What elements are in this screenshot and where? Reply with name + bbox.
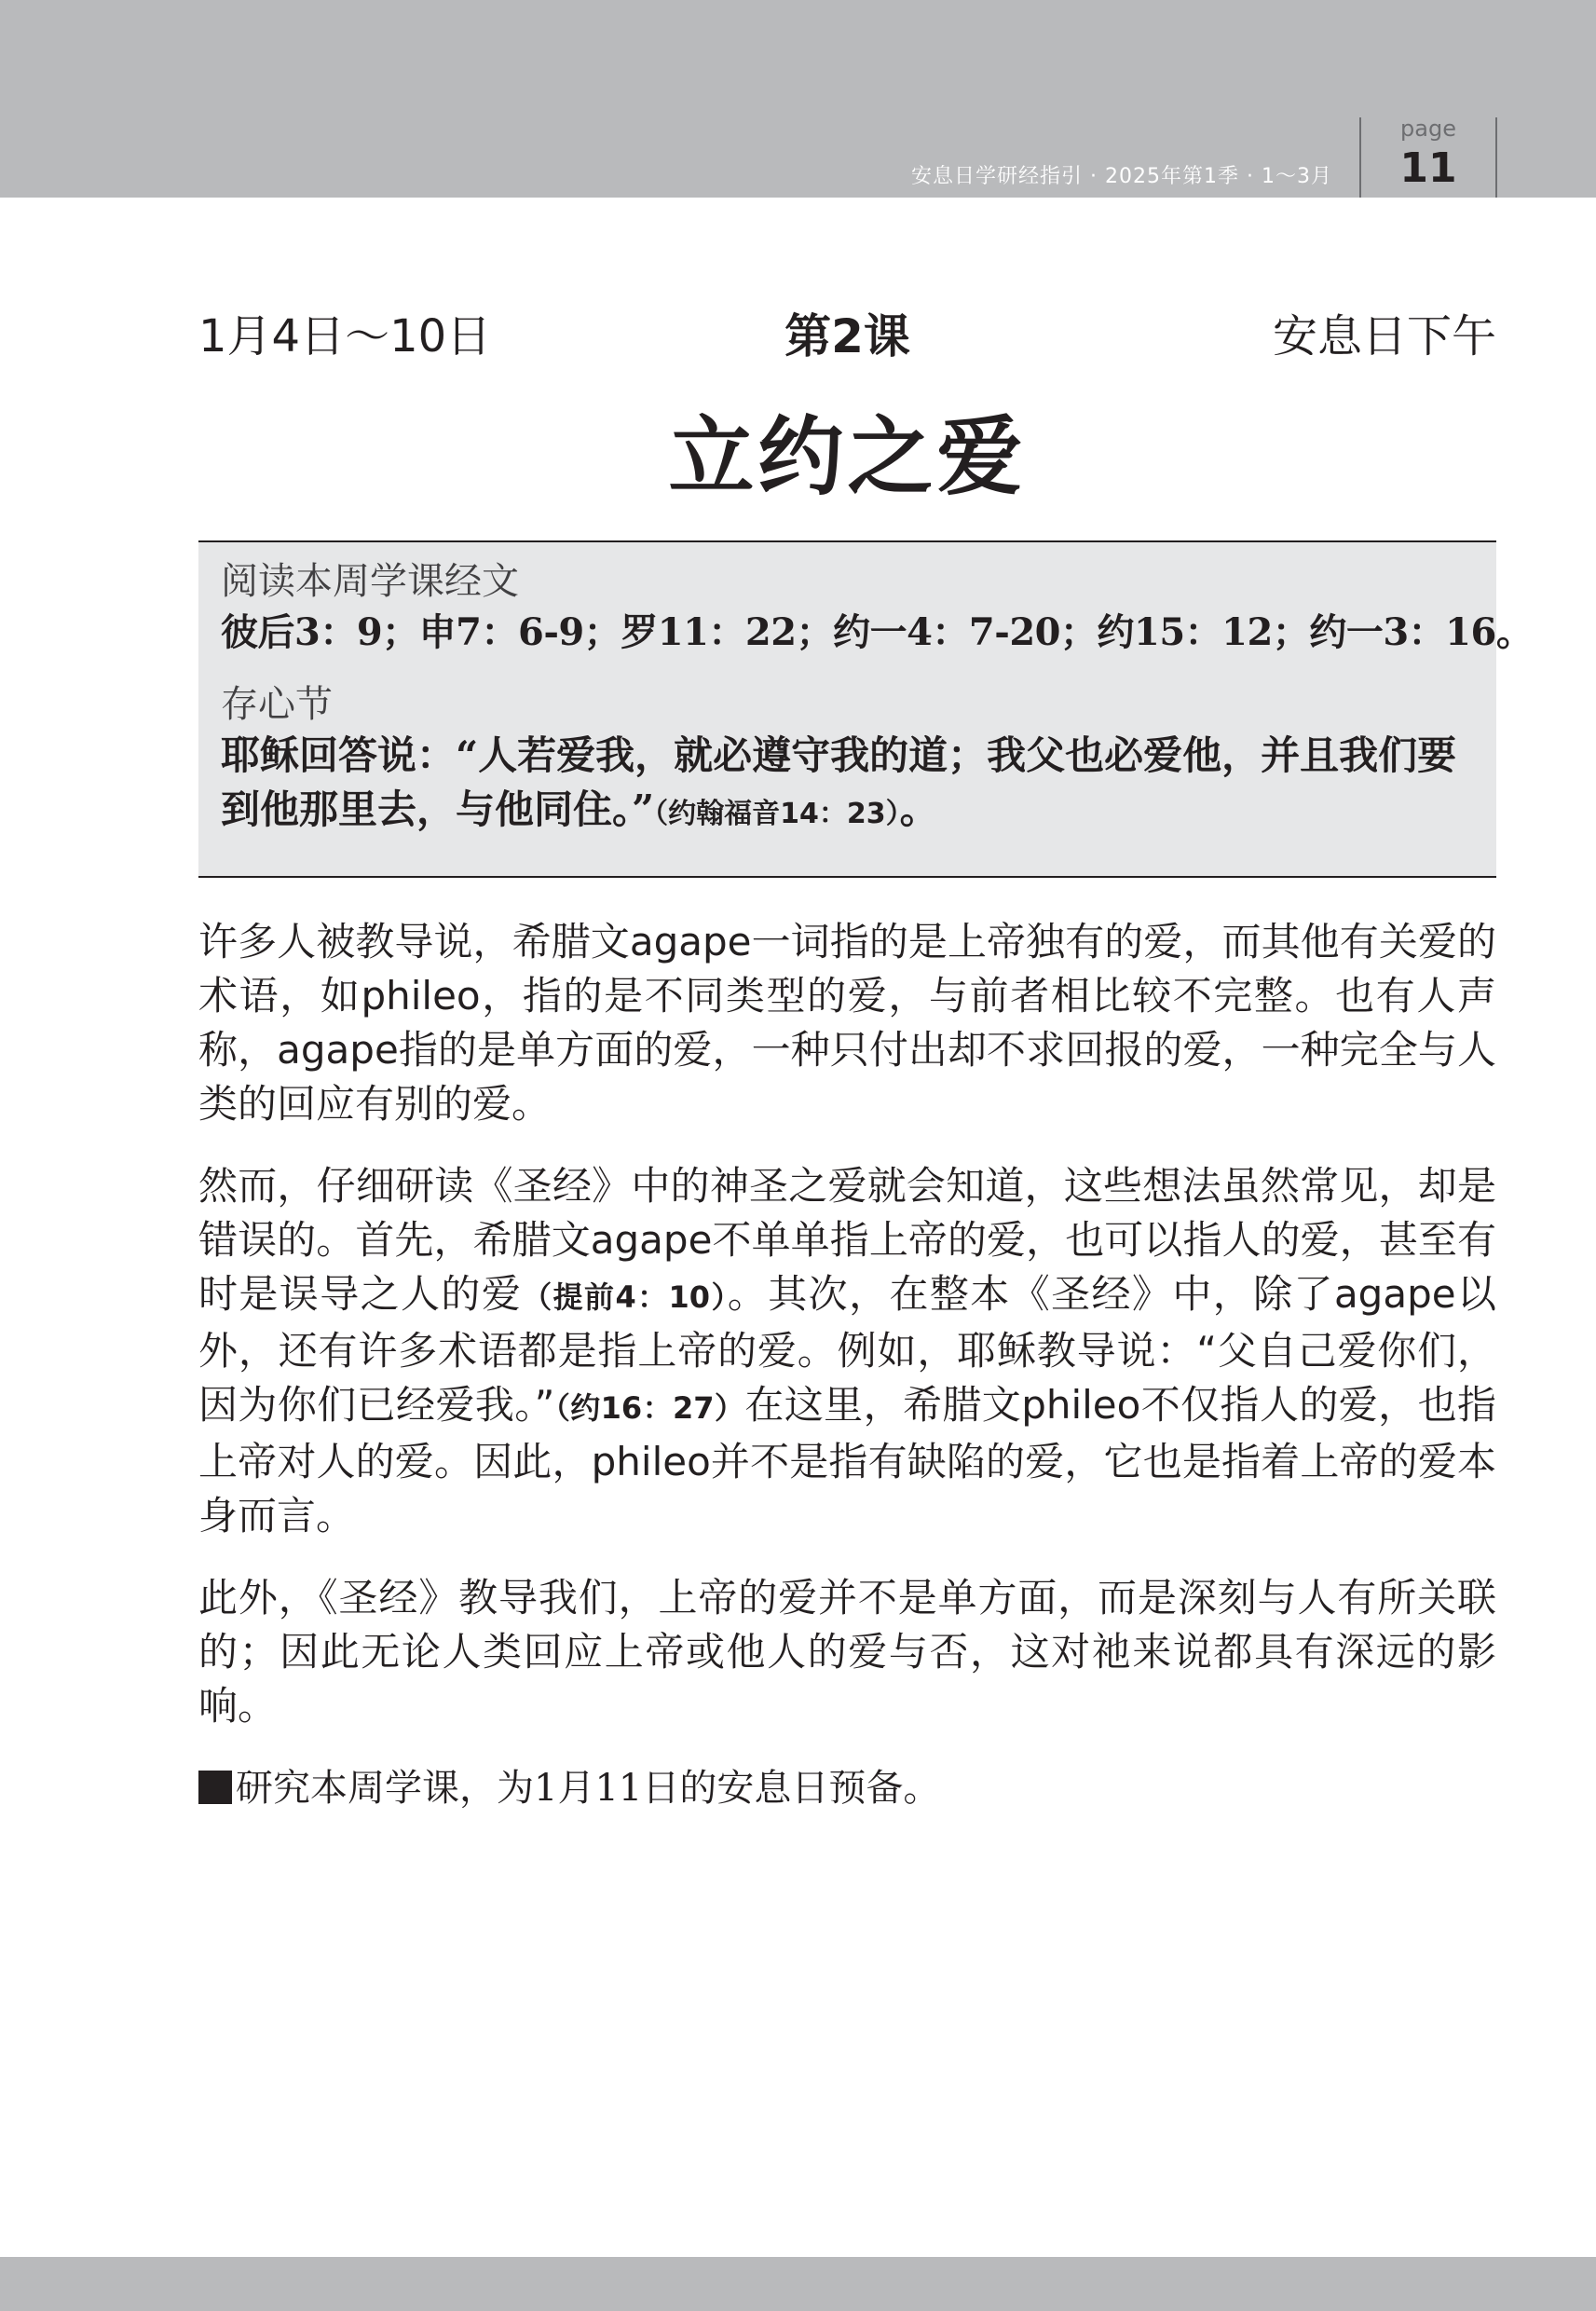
paragraph-2-part-a: 然而，仔细研读《圣经》中的神圣之爱就会知道，这些想法虽然常见，却是错误的。首先，希腊文agape不单单指上帝的爱，也可以指人的爱，甚至有时是误导之人的爱: [198, 1163, 1496, 1317]
lesson-number: 第2课: [784, 309, 910, 363]
memory-verse-text: 耶稣回答说：“人若爱我，就必遵守我的道；我父也必爱他，并且我们要到他那里去，与他同住。”: [221, 732, 1457, 832]
header-band: [0, 0, 1596, 198]
paragraph-2-part-c: 在这里，希腊文phileo不仅指人的爱，也指上帝对人的爱。因此，phileo并不是指有缺陷的爱，它也是指着上帝的爱本身而言。: [198, 1382, 1496, 1538]
memory-verse-end: 。: [899, 786, 939, 832]
reading-box: [198, 540, 1534, 878]
lesson-day: 安息日下午: [1272, 310, 1496, 362]
closing-note: [198, 1761, 1496, 1815]
lesson-title: 立约之爱: [668, 406, 1027, 507]
memory-verse-label: 存心节: [221, 683, 333, 726]
footer-band: [0, 2257, 1596, 2311]
body-text: [198, 915, 1496, 1815]
memory-verse-reference: （约翰福音14：23）: [654, 798, 900, 830]
paragraph-2: [198, 1159, 1496, 1543]
paragraph-3: 此外，《圣经》教导我们，上帝的爱并不是单方面，而是深刻与人有所关联的；因此无论人类回应上帝或他人的爱与否，这对祂来说都具有深远的影响。: [198, 1575, 1496, 1729]
paragraph-2-part-b: 。其次，在整本《圣经》中，除了agape以外，还有许多术语都是指上帝的爱。例如，耶稣教导说：“父自己爱你们，因为你们已经爱我。”: [198, 1271, 1496, 1428]
reading-label: 阅读本周学课经文: [221, 560, 519, 603]
paragraph-1: 许多人被教导说，希腊文agape一词指的是上帝独有的爱，而其他有关爱的术语，如phileo，指的是不同类型的爱，与前者相比较不完整。也有人声称，agape指的是单方面的爱，一种只付出却不求回报的爱，一种完全与人类的回应有别的爱。: [198, 919, 1496, 1127]
running-header: 安息日学研经指引 · 2025年第1季 · 1〜3月: [911, 165, 1332, 188]
reference-1-tim: （提前4：10）: [522, 1279, 728, 1315]
page-label: page: [1400, 116, 1456, 142]
page-number-box: [1359, 117, 1497, 198]
square-bullet-icon: [198, 1771, 232, 1804]
page-number: 11: [1399, 144, 1457, 192]
lesson-header-row: [198, 304, 1496, 369]
reference-john: （约16：27）: [554, 1390, 745, 1426]
closing-note-text: 研究本周学课，为1月11日的安息日预备。: [236, 1767, 941, 1810]
memory-verse: [221, 729, 1474, 841]
reading-scriptures: 彼后3：9；申7：6-9；罗11：22；约一4：7-20；约15：12；约一3：16。: [221, 610, 1534, 654]
lesson-dates: 1月4日〜10日: [198, 310, 492, 362]
